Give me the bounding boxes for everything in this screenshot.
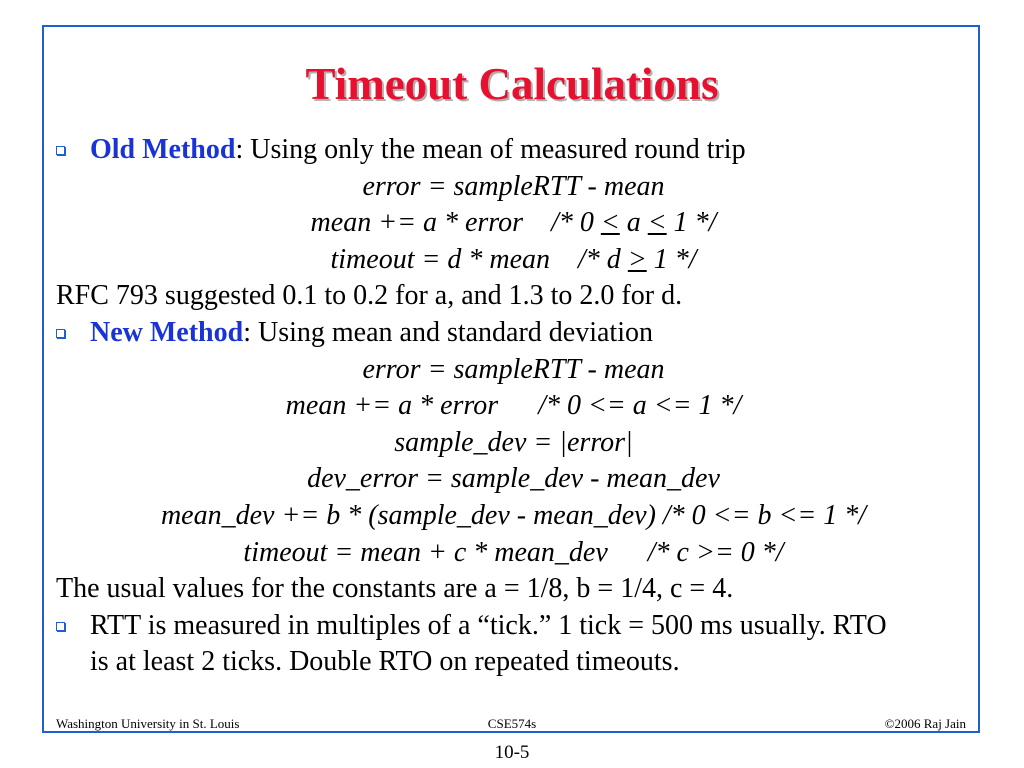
- rfc-note: RFC 793 suggested 0.1 to 0.2 for a, and 1.3 to 2.0 for d.: [56, 280, 683, 312]
- bullet-new-method: [56, 315, 971, 352]
- bullet-rtt: [56, 608, 900, 681]
- rtt-text: RTT is measured in multiples of a “tick.” 1 tick = 500 ms usually. RTO is at least 2 ticks. Double RTO on repeated timeouts.: [90, 609, 887, 678]
- slide-title: Timeout Calculations: [305, 59, 719, 109]
- footer-course: CSE574s: [487, 716, 537, 731]
- new-method-text: : Using mean and standard deviation: [243, 316, 653, 348]
- old-eq-timeout: timeout = d * mean /* d > 1 */: [330, 243, 697, 275]
- footer-copyright: ©2006 Raj Jain: [884, 716, 966, 731]
- new-method-keyword: New Method: [90, 316, 244, 348]
- footer-university: Washington University in St. Louis: [56, 716, 240, 731]
- slide-body: [56, 132, 971, 681]
- new-eq-timeout: timeout = mean + c * mean_dev /* c >= 0 */: [243, 536, 784, 568]
- usual-values: The usual values for the constants are a = 1/8, b = 1/4, c = 4.: [56, 573, 734, 605]
- square-bullet-icon: [56, 329, 65, 338]
- new-eq-dev-error: dev_error = sample_dev - mean_dev: [307, 463, 720, 495]
- old-eq-mean: mean += a * error /* 0 < a < 1 */: [310, 207, 717, 239]
- square-bullet-icon: [56, 146, 65, 155]
- old-eq-error: error = sampleRTT - mean: [362, 170, 665, 202]
- bullet-old-method: [56, 132, 971, 169]
- new-eq-error: error = sampleRTT - mean: [362, 353, 665, 385]
- new-eq-sample-dev: sample_dev = |error|: [394, 426, 633, 458]
- new-eq-mean: mean += a * error /* 0 <= a <= 1 */: [285, 390, 742, 422]
- page-number: 10-5: [494, 742, 530, 763]
- new-eq-mean-dev: mean_dev += b * (sample_dev - mean_dev) /* 0 <= b <= 1 */: [160, 499, 867, 531]
- old-method-keyword: Old Method: [90, 134, 236, 165]
- square-bullet-icon: [56, 622, 65, 631]
- old-method-text: : Using only the mean of measured round trip: [235, 134, 746, 165]
